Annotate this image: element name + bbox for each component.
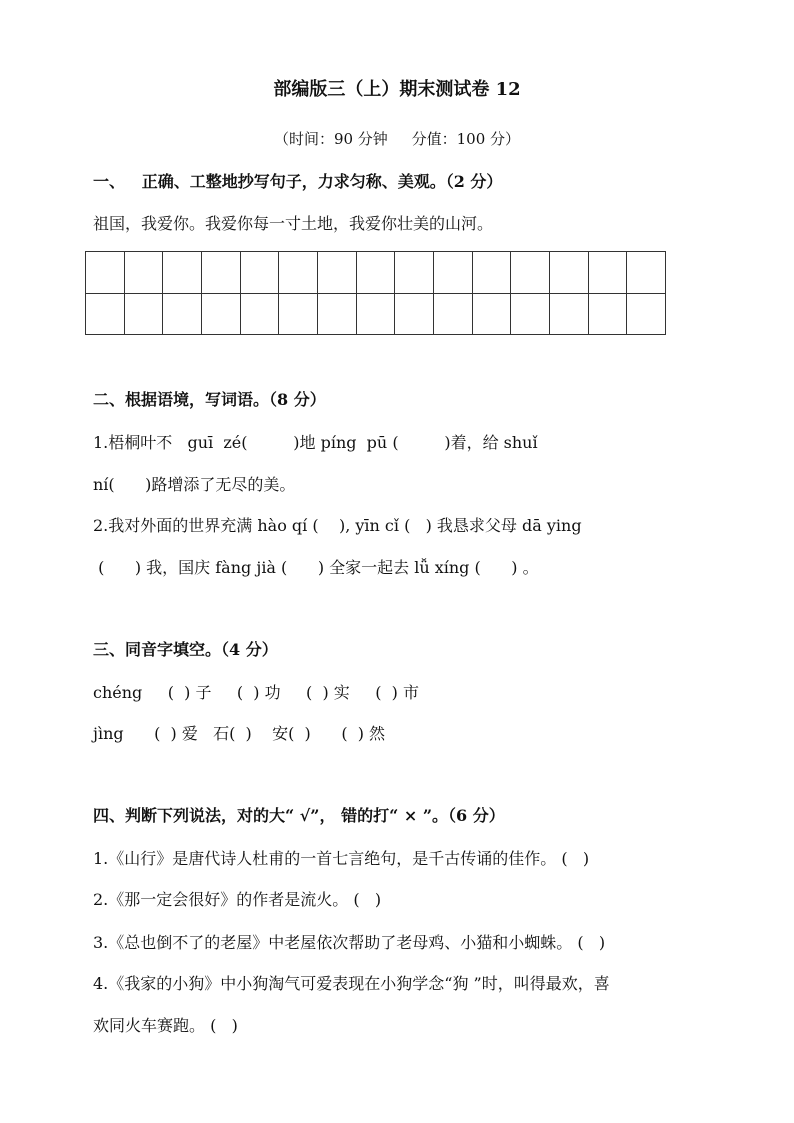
copy-sentence: 祖国，我爱你。我爱你每一寸土地，我爱你壮美的山河。 (93, 214, 494, 233)
section-4-heading: 四、判断下列说法，对的大“ √”， 错的打“ × ”。（6 分） (93, 806, 505, 825)
section-3-heading: 三、同音字填空。（4 分） (93, 640, 278, 659)
section-1-heading: 一、 正确、工整地抄写句子，力求匀称、美观。（2 分） (93, 172, 503, 191)
page-title: 部编版三（上）期末测试卷 12 (273, 79, 521, 100)
judge-item-3: 3.《总也倒不了的老屋》中老屋依次帮助了老母鸡、小猫和小蜘蛛。 ( ) (93, 933, 606, 952)
judge-item-2: 2.《那一定会很好》的作者是流火。 ( ) (93, 890, 382, 909)
question-2-2-line-1: 2.我对外面的世界充满 hào qí ( ), yīn cǐ ( ) 我恳求父母 dā ying (93, 516, 582, 535)
writing-grid[interactable] (85, 251, 666, 335)
section-2-heading: 二、根据语境，写词语。（8 分） (93, 390, 326, 409)
judge-item-4-line-2: 欢同火车赛跑。 ( ) (93, 1016, 238, 1035)
homophone-row-cheng: chéng ( ) 子 ( ) 功 ( ) 实 ( ) 市 (93, 683, 419, 702)
judge-item-4-line-1: 4.《我家的小狗》中小狗淘气可爱表现在小狗学念“狗 ”时，叫得最欢，喜 (93, 974, 610, 993)
question-2-1-line-1: 1.梧桐叶不 guī zé( )地 píng pū ( )着，给 shuǐ (93, 433, 538, 452)
judge-item-1: 1.《山行》是唐代诗人杜甫的一首七言绝句，是千古传诵的佳作。 ( ) (93, 849, 590, 868)
homophone-row-jing: jìng ( ) 爱 石( ) 安( ) ( ) 然 (93, 724, 386, 743)
exam-info: （时间：90 分钟 分值：100 分） (273, 130, 521, 148)
question-2-1-line-2: ní( )路增添了无尽的美。 (93, 475, 296, 494)
question-2-2-line-2: ( ) 我，国庆 fàng jià ( ) 全家一起去 lǚ xíng ( ) 。 (93, 558, 539, 577)
